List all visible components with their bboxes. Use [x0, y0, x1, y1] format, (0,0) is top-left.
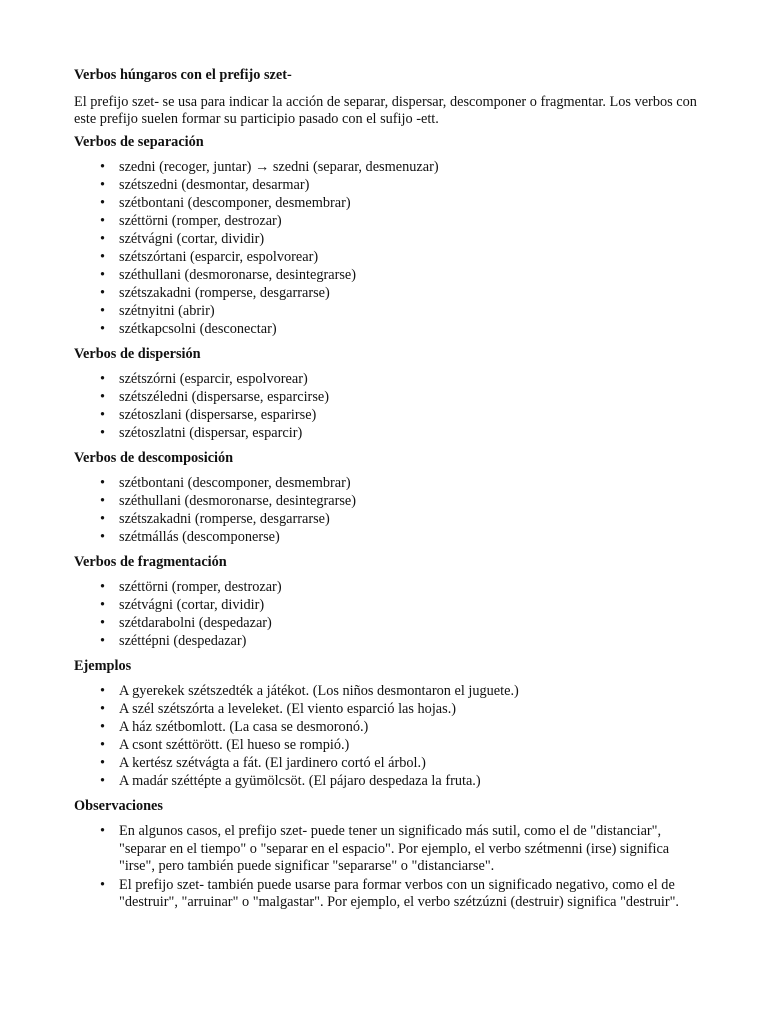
list-item: • széttörni (romper, destrozar)	[74, 579, 704, 597]
list-item: • En algunos casos, el prefijo szet- puede tener un significado más sutil, como el de "distanciar", "separar en el tiempo" o "separar en el espacio". Por ejemplo, el verbo szétmenni (irse) significa "irse", pero también puede significar "separarse" o "distanciarse".	[74, 823, 704, 876]
list-item: • A madár széttépte a gyümölcsöt. (El pájaro despedaza la fruta.)	[74, 773, 704, 791]
list-descomposicion	[74, 475, 704, 547]
list-item: • szétkapcsolni (desconectar)	[74, 321, 704, 339]
list-fragmentacion	[74, 579, 704, 651]
document-page	[74, 67, 704, 919]
list-item: • szétoszlatni (dispersar, esparcir)	[74, 425, 704, 443]
intro-paragraph: El prefijo szet- se usa para indicar la acción de separar, dispersar, descomponer o fragmentar. Los verbos con este prefijo suelen formar su participio pasado con el sufijo -ett.	[74, 93, 697, 127]
heading-descomposicion: Verbos de descomposición	[74, 449, 234, 466]
list-item: • szétszórtani (esparcir, espolvorear)	[74, 249, 704, 267]
list-item: • szétszakadni (romperse, desgarrarse)	[74, 285, 704, 303]
list-ejemplos	[74, 683, 704, 791]
list-item: • szétszedni (desmontar, desarmar)	[74, 177, 704, 195]
document-title: Verbos húngaros con el prefijo szet-	[74, 67, 292, 83]
list-item: • szétbontani (descomponer, desmembrar)	[74, 195, 704, 213]
list-item: • széthullani (desmoronarse, desintegrarse)	[74, 493, 704, 511]
heading-observaciones: Observaciones	[74, 797, 163, 814]
list-observaciones	[74, 823, 704, 912]
list-item: • A kertész szétvágta a fát. (El jardinero cortó el árbol.)	[74, 755, 704, 773]
heading-dispersion: Verbos de dispersión	[74, 345, 201, 362]
list-item: • szétvágni (cortar, dividir)	[74, 231, 704, 249]
list-item: • szétmállás (descomponerse)	[74, 529, 704, 547]
list-separacion	[74, 159, 704, 339]
list-item: • szétbontani (descomponer, desmembrar)	[74, 475, 704, 493]
list-item: • A gyerekek szétszedték a játékot. (Los niños desmontaron el juguete.)	[74, 683, 704, 701]
list-item: • szétvágni (cortar, dividir)	[74, 597, 704, 615]
list-item: • szétszéledni (dispersarse, esparcirse)	[74, 389, 704, 407]
heading-fragmentacion: Verbos de fragmentación	[74, 553, 227, 570]
list-item: • A csont széttörött. (El hueso se rompió.)	[74, 737, 704, 755]
list-item: • széthullani (desmoronarse, desintegrarse)	[74, 267, 704, 285]
list-item: • szétdarabolni (despedazar)	[74, 615, 704, 633]
list-item: • szétszórni (esparcir, espolvorear)	[74, 371, 704, 389]
list-item: • El prefijo szet- también puede usarse para formar verbos con un significado negativo, como el de "destruir", "arruinar" o "malgastar". Por ejemplo, el verbo szétzúzni (destruir) significa "destruir".	[74, 877, 704, 912]
list-item: • A szél szétszórta a leveleket. (El viento esparció las hojas.)	[74, 701, 704, 719]
list-item: • A ház szétbomlott. (La casa se desmoronó.)	[74, 719, 704, 737]
heading-ejemplos: Ejemplos	[74, 657, 132, 674]
list-item: • szétoszlani (dispersarse, esparirse)	[74, 407, 704, 425]
list-item: • szedni (recoger, juntar) → szedni (separar, desmenuzar)	[74, 159, 704, 177]
list-item: • szétszakadni (romperse, desgarrarse)	[74, 511, 704, 529]
list-item: • széttörni (romper, destrozar)	[74, 213, 704, 231]
list-dispersion	[74, 371, 704, 443]
heading-separacion: Verbos de separación	[74, 133, 204, 150]
list-item: • szétnyitni (abrir)	[74, 303, 704, 321]
list-item: • széttépni (despedazar)	[74, 633, 704, 651]
